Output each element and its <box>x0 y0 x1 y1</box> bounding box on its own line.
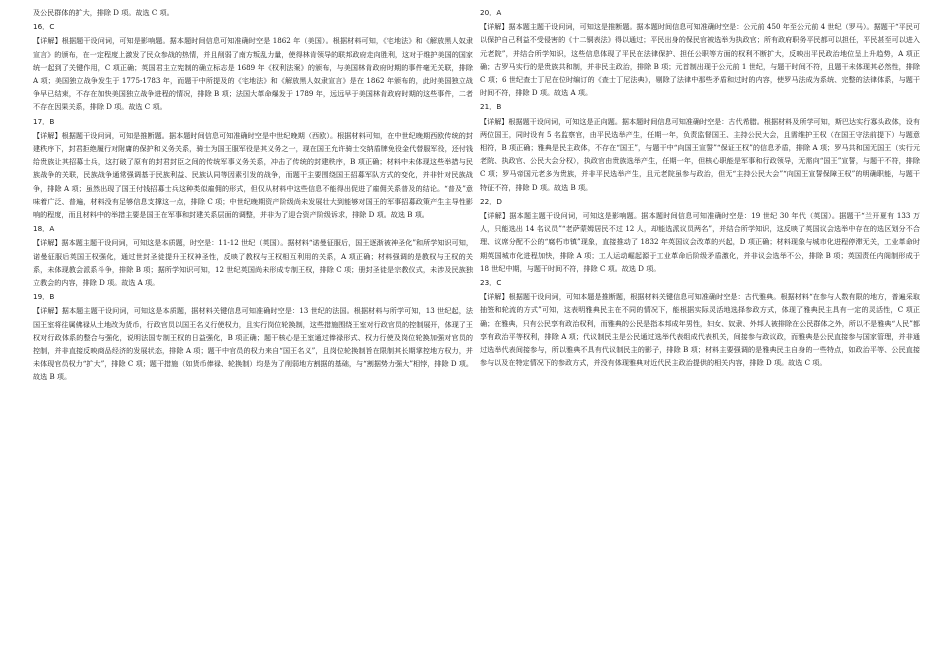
answer-21: 21．B <box>480 102 502 112</box>
answer-18: 18．A <box>33 224 55 234</box>
explanation-17: 【详解】根据题干设问词，可知是推断题。据本题时间信息可知准确时空是中世纪晚期（西欧）。根据材料可知，在中世纪晚期西欧传统的封建秩序下，封君拒绝履行对附庸的保护和义务关系，骑士为国王服军役是其义务之一，现在国王允许骑士交纳盾牌免役金代替服军役，还付钱给贵族让其招募士兵，这打破了原有的封君封臣之间的传统军事义务关系，冲击了传统的封建秩序，B 项正确；材料中未体现这些举措与民族战争的关联，民族战争通常强调基于民族利益、民族认同等因素引发的战争，而题干主要围绕国王招募军队方式的变化，并非针对民族战争，排除 A 项；虽然出现了国王付钱招募士兵这种类似雇佣的形式，但仅从材料中这些信息不能得出促进了雇佣关系普及的结论。“普及”意味着广泛、普遍，材料没有足够信息支撑这一点，排除 C 项；中世纪晚期资产阶级尚未发展壮大到能够对国王的军事招募政策产生主导性影响的程度，而且材料中的举措主要是国王在军事和封建关系层面的调整，并非为了迎合资产阶级诉求，排除 D 项。故选 B 项。 <box>33 130 473 220</box>
explanation-19: 【详解】据本题主题干设问词，可知这是本质题，据材料关键信息可知准确时空是：13 世纪的法国。根据材料与所学可知，13 世纪起，法国王室将往属佛禄从土地改为货币，行政官员以国王名义行使权力，且实行岗位轮换制，这些措施围绕王室对行政官员的控制展开，体现了王权对行政体系的整合与强化，说明法国专制王权的日益强化，B 项正确；题干核心是王室通过俸禄形式、权力行使及岗位轮换加强对官员的控制，并非直接反映商品经济的发展状态，排除 A 项；题干中官员的权力来自“国王名义”，且岗位轮换制旨在限制其长期掌控地方权力，并未体现官员权力“扩大”，排除 C 项；题干措施（如货币俸禄、轮换制）均是为了削弱地方割据的基础，与“割据势力强大”相悖，排除 D 项。故选 B 项。 <box>33 306 473 382</box>
answer-20: 20．A <box>480 8 502 17</box>
explanation-20: 【详解】据本题主题干设问词，可知这是推断题。据本题时间信息可知准确时空是：公元前 450 年至公元前 4 世纪（罗马）。据题干“平民可以保护自己利益不受侵害的《十二铜表法》得以通过；平民出身的保民官被选举为执政官；所有政府职务平民都可以担任，平民甚至可以进入元老院”，并结合所学知识，这些信息体现了平民在法律保护、担任公职等方面的权利不断扩大，反映出平民政治地位呈上升趋势，A 项正确；古罗马实行的是贵族共和制，并非民主政治，排除 B 项；元首制出现于公元前 1 世纪，与题干时间不符，且题干未体现其必然性，排除 C 项；6 世纪查士丁尼在位时编订的《查士丁尼法典》，剔除了法律中那些矛盾和过时的内容，使罗马法成为系统、完整的法律体系，与题干时间不符，排除 D 项。故选 A 项。 <box>480 22 920 98</box>
answer-19: 19．B <box>33 292 55 302</box>
explanation-23: 【详解】根据题干设问词，可知本题是推断题，根据材料关键信息可知准确时空是：古代雅典。根据材料“在参与人数有限的地方，普遍采取抽签和轮流的方式”可知，这表明雅典民主在不同的情况下，能根据实际灵活地选择参政方式，体现了雅典民主具有一定的灵活性，C 项正确；在雅典，只有公民享有政治权利，而雅典的公民是指本邦成年男性，妇女、奴隶、外邦人被排除在公民群体之外，所以不是雅典“人民”都享有政治平等权利，排除 A 项；代议制民主是公民通过选举代表组成代表机关，间接参与政议政，而雅典是公民直接参与国家管理，并非通过选举代表间接参与，所以雅典不具有代议制民主的影子，排除 B 项；材料主要强调的是雅典民主自身的一些特点，如政治平等、公民直接参与以及在特定情况下的参政方式，并没有体现雅典对近代民主政治提供的相关内容，排除 D 项。故选 C 项。 <box>480 292 920 368</box>
explanation-16: 【详解】根据题干设问词，可知是影响题。据本题时间信息可知准确时空是 1862 年（美国）。根据材料可知，《宅地法》和《解放黑人奴隶宣言》的颁布，在一定程度上激发了民众参战的热情，并且削弱了南方叛乱力量，使得林肯领导的联邦政府走向胜利，这对于维护美国的国家统一起到了关键作用，C 项正确；英国君主立宪制的确立标志是 1689 年《权利法案》的颁布，与美国林肯政府时期的事件毫无关联，排除 A 项；美国独立战争发生于 1775-1783 年，而题干中所提及的《宅地法》和《解放黑人奴隶宣言》是在 1862 年颁布的，此时美国独立战争早已结束，不存在加快美国独立战争进程的情况，排除 B 项；法国大革命爆发于 1789 年，远远早于美国林肯政府时期的这些事件，二者不存在因果关系，排除 D 项。故选 C 项。 <box>33 36 473 112</box>
left-column <box>33 6 473 666</box>
answer-23: 23．C <box>480 278 502 288</box>
explanation-22: 【详解】据本题主题干设问词，可知这是影响题。据本题时间信息可知准确时空是：19 世纪 30 年代（英国）。据题干“兰开夏有 133 万人，只能选出 14 名议员”“老萨蒙姆居民不过 12 人，却能选派议员两名”，并结合所学知识，这反映了英国议会选举中存在的选区划分不合理、议席分配不公的“腐朽市镇”现象，直接推动了 1832 年英国议会改革的兴起，D 项正确；材料现象与城市化进程停滞无关，工业革命时期英国城市化进程加快，排除 A 项；工人运动崛起源于工业革命后阶级矛盾激化，并非议会选举不公，排除 B 项；英国责任内阁制形成于 18 世纪中期，与题干时间不符，排除 C 项。故选 D 项。 <box>480 211 920 273</box>
answer-22: 22．D <box>480 196 502 206</box>
left-intro-text: 及公民群体的扩大，排除 D 项。故选 C 项。 <box>33 8 174 17</box>
right-column <box>480 6 920 666</box>
explanation-21: 【详解】根据题干设问词，可知这是正向题。据本题时间信息可知准确时空是：古代希腊。根据材料及所学可知，斯巴达实行寡头政体，设有两位国王，同时设有 5 名监察官，由平民选举产生，任期一年，负责监督国王、主持公民大会，且需维护王权（在国王守法前提下）与题意相符，B 项正确；雅典是民主政体，不存在“国王”，与题干中“向国王宣誓”“保证王权”的信息矛盾，排除 A 项；罗马共和国无国王（实行元老院、执政官、公民大会分权），执政官由贵族选举产生，任期一年，但核心职能是军事和行政领导，无需向“国王”宣誓，与题干不符，排除 C 项；罗马帝国元老多为贵族，并非平民选举产生，且元老院虽参与政治，但无“主持公民大会”“向国王宣誓保障王权”的明确职能，与题干特征不符，排除 D 项。故选 B 项。 <box>480 116 920 192</box>
answer-17: 17．B <box>33 116 55 126</box>
answer-16: 16．C <box>33 22 55 32</box>
explanation-18: 【详解】据本题主题干设问词，可知这是本质题，时空是：11-12 世纪（英国）。据材料“诺曼征服后，国王逐渐被神圣化”和所学知识可知，诺曼征服后英国王权强化，通过世封圣徒提升王权神圣性，反映了教权与王权相互利用的关系，A 项正确；材料强调的是教权与王权的关系，未体现教会派系斗争，排除 B 项；据所学知识可知，12 世纪英国尚未形成专制王权，排除 C 项；册封圣徒是宗教仪式，未涉及民族独立教会的内容，排除 D 项。故选 A 项。 <box>33 238 473 288</box>
